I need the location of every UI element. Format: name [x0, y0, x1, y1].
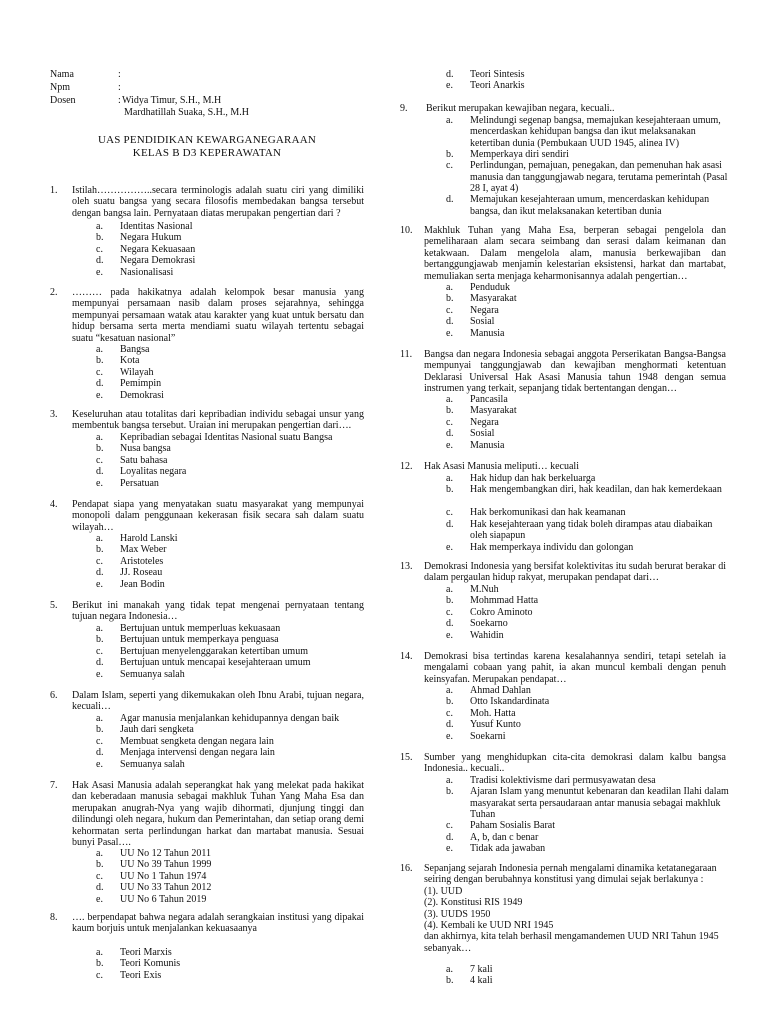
option-letter: e. [96, 578, 103, 590]
question-number: 1. [50, 185, 58, 196]
dosen-colon: : [118, 95, 121, 106]
option-letter: a. [96, 713, 103, 724]
question-number: 13. [400, 561, 413, 572]
option-text: Manusia [470, 327, 505, 339]
question-text: …. berpendapat bahwa negara adalah serangkaian institusi yang dipakai kaum borjuis untuk menjalankan kekuasaanya [72, 912, 364, 935]
option-text: Bertujuan untuk mencapai kesejahteraan umum [120, 657, 311, 669]
option-letter: a. [96, 432, 103, 443]
question-number: 14. [400, 651, 413, 662]
question-number: 12. [400, 461, 413, 472]
option-letter: c. [96, 735, 103, 747]
option-letter: a. [446, 964, 453, 975]
option-letter: b. [96, 355, 104, 367]
option-letter: d. [446, 194, 454, 206]
option-text: Penduduk [470, 282, 510, 293]
dosen-row [50, 95, 221, 106]
option-letter: a. [96, 623, 103, 634]
option-text: UU No 6 Tahun 2019 [120, 893, 207, 905]
option-text: Soekarni [470, 730, 506, 742]
option-letter: d. [446, 618, 454, 630]
option-letter: a. [446, 584, 453, 595]
option-text: Negara [470, 304, 499, 316]
option-text: Bertujuan menyelenggarakan ketertiban umum [120, 645, 308, 657]
option-text: Kota [120, 355, 140, 367]
option-text: Moh. Hatta [470, 707, 516, 719]
question-text: Pendapat siapa yang menyatakan suatu masyarakat yang mempunyai monopoli dalam penggunaan kekerasan fisik secara sah dalam suatu wilayah… [72, 499, 364, 533]
option-text: Manusia [470, 439, 505, 451]
option-text: Yusuf Kunto [470, 719, 521, 731]
option-text: Teori Marxis [120, 947, 172, 958]
option-letter: c. [96, 454, 103, 466]
option-text: Satu bahasa [120, 454, 168, 466]
option-text: Sosial [470, 316, 495, 328]
option-letter: c. [96, 645, 103, 657]
option-letter: b. [96, 859, 104, 871]
question-text: Demokrasi bisa tertindas karena kesalahannya sendiri, tetapi setelah ia mengalami cobaan yang pahit, ia akan muncul kembali dengan penuh keinsyafan. Merupakan pendapat… [424, 651, 726, 685]
option-letter: b. [446, 696, 454, 708]
option-text: Nusa bangsa [120, 443, 171, 455]
option-letter: e. [446, 629, 453, 641]
question-text: Makhluk Tuhan yang Maha Esa, berperan sebagai pengelola dan pemeliharaan alam secara seimbang dan serasi dalam keimanan dan ketakwaan. Dalam mengelola alam, manusia berkewajiban dan bertanggungjawab menjamin kelestarian eksistensi, harkat dan martabat, memuliakan serta menjaga keharmonisannya adalah pengertian… [424, 225, 726, 282]
option-letter: e. [96, 758, 103, 770]
option-text: Harold Lanski [120, 533, 178, 544]
option-text: Paham Sosialis Barat [470, 820, 555, 832]
question-number: 6. [50, 690, 58, 701]
question-text: Demokrasi Indonesia yang bersifat kolektivitas itu sudah berurat berakar di dalam pergaulan hidup rakyat, merupakan pendapat dari… [424, 561, 726, 584]
option-letter: c. [96, 366, 103, 378]
question-text: Hak Asasi Manusia meliputi… kecuali [424, 461, 579, 472]
option-letter: b. [96, 634, 104, 646]
exam-subtitle: KELAS B D3 KEPERAWATAN [132, 147, 282, 159]
option-letter: a. [96, 533, 103, 544]
option-text: Hak kesejahteraan yang tidak boleh dirampas atau diabaikan oleh siapapun [470, 518, 713, 542]
option-letter: d. [96, 378, 104, 390]
option-text: Otto Iskandardinata [470, 696, 550, 708]
option-text: Negara Kekuasaan [120, 243, 196, 255]
dosen-value-2: Mardhatillah Suaka, S.H., M.H [124, 107, 249, 118]
option-letter: e. [96, 266, 103, 278]
option-letter: b. [446, 975, 454, 987]
dosen-value-1: Widya Timur, S.H., M.H [122, 95, 222, 106]
option-text: Hak mengembangkan diri, hak keadilan, dan hak kemerdekaan [470, 484, 722, 496]
dosen-label: Dosen [50, 95, 76, 106]
option-text: A, b, dan c benar [470, 831, 539, 843]
option-letter: a. [96, 344, 103, 355]
option-text: Hak memperkaya individu dan golongan [470, 541, 634, 553]
option-text: Soekarno [470, 618, 508, 630]
option-letter: d. [96, 466, 104, 478]
option-text: Pemimpin [120, 378, 162, 390]
question-text: Sumber yang menghidupkan cita-cita demokrasi dalam kalbu bangsa Indonesia.. kecuali.. [424, 752, 726, 775]
question-number: 9. [400, 103, 408, 114]
npm-label: Npm [50, 82, 70, 93]
option-text: Demokrasi [120, 389, 164, 401]
question-text: ……… pada hakikatnya adalah kelompok besar manusia yang mempunyai persamaan nasib dalam proses sejarahnya, sehingga mempunyai persamaan watak atau karakter yang kuat untuk bersatu dan hidup bersama serta merta mendiami suatu wilayah tertentu sebagai suatu “kesatuan nasional” [72, 287, 364, 344]
question-number: 11. [400, 349, 413, 360]
option-letter: d. [446, 316, 454, 328]
option-text: Negara Demokrasi [120, 255, 196, 267]
option-text: Loyalitas negara [120, 466, 187, 478]
question-number: 7. [50, 780, 58, 791]
option-text: Bertujuan untuk memperkaya penguasa [120, 634, 279, 646]
option-text: M.Nuh [470, 584, 499, 595]
npm-colon: : [118, 82, 121, 93]
option-letter: e. [446, 730, 453, 742]
option-letter: b. [96, 544, 104, 556]
option-text: Wahidin [470, 629, 504, 641]
option-letter: e. [96, 668, 103, 680]
question-number: 15. [400, 752, 413, 763]
option-letter: b. [446, 293, 454, 305]
option-text: Persatuan [120, 477, 159, 489]
question-number: 2. [50, 287, 58, 298]
option-text: UU No 1 Tahun 1974 [120, 870, 207, 882]
question-number: 8. [50, 912, 58, 923]
option-text: Tradisi kolektivisme dari permusyawatan desa [470, 775, 656, 786]
question-text: Hak Asasi Manusia adalah seperangkat hak yang melekat pada hakikat dan keberadaan manusia sebagai makhluk Tuhan Yang Maha Esa dan merupakan anugrah-Nya yang wajib dihormati, djunjung tinggi dan dilindungi oleh negara, hukum dan Pemerintahan, dan setiap orang demi kehormatan serta perlindungan harkat dan martabat manusia. Sesuai bunyi Pasal…. [72, 780, 364, 849]
question-text: Berikut ini manakah yang tidak tepat mengenai pernyataan tentang tujuan negara Indonesia… [72, 600, 364, 623]
option-letter: e. [446, 327, 453, 339]
option-letter: a. [446, 685, 453, 696]
nama-row [50, 69, 122, 80]
option-letter: b. [446, 595, 454, 607]
option-text: Hak berkomunikasi dan hak keamanan [470, 507, 626, 519]
option-letter: d. [96, 657, 104, 669]
question-text: Dalam Islam, seperti yang dikemukakan oleh Ibnu Arabi, tujuan negara, kecuali… [72, 690, 364, 713]
option-letter: a. [96, 221, 103, 232]
option-letter: c. [446, 304, 453, 316]
option-text: Kepribadian sebagai Identitas Nasional suatu Bangsa [120, 432, 333, 443]
option-letter: c. [446, 707, 453, 719]
option-text: JJ. Roseau [120, 567, 163, 579]
question-number: 10. [400, 225, 413, 236]
option-text: Negara [470, 416, 499, 428]
option-letter: a. [446, 473, 453, 484]
option-letter: a. [446, 115, 453, 126]
nama-label: Nama [50, 69, 74, 80]
option-letter: e. [446, 80, 453, 92]
option-letter: e. [96, 389, 103, 401]
option-text: Cokro Aminoto [470, 606, 533, 618]
option-text: Bertujuan untuk memperluas kekuasaan [120, 623, 281, 634]
exam-title: UAS PENDIDIKAN KEWARGANEGARAAN [97, 134, 317, 146]
option-text: Masyarakat [470, 293, 517, 305]
option-letter: a. [96, 848, 103, 859]
option-letter: c. [446, 507, 453, 519]
option-text: Jauh dari sengketa [120, 724, 194, 736]
option-text: Teori Anarkis [470, 80, 525, 92]
option-text: Identitas Nasional [120, 221, 193, 232]
option-text: Ajaran Islam yang menuntut kebenaran dan keadilan Ilahi dalam masyarakat serta persaudaraan antar manusia sebagai makhluk Tuhan [470, 786, 729, 821]
option-text: Nasionalisasi [120, 266, 174, 278]
option-text: UU No 39 Tahun 1999 [120, 859, 212, 871]
option-text: Bangsa [120, 344, 150, 355]
option-letter: a. [446, 775, 453, 786]
option-letter: d. [446, 719, 454, 731]
option-letter: b. [96, 724, 104, 736]
option-letter: e. [446, 541, 453, 553]
option-letter: c. [96, 870, 103, 882]
option-letter: c. [96, 243, 103, 255]
option-letter: a. [446, 282, 453, 293]
option-text: Tidak ada jawaban [470, 843, 546, 855]
option-text: Semuanya salah [120, 668, 185, 680]
option-text: Menjaga intervensi dengan negara lain [120, 747, 275, 759]
option-text: Max Weber [120, 544, 167, 556]
option-letter: c. [96, 969, 103, 981]
option-text: Teori Exis [120, 969, 162, 981]
option-text: Aristoteles [120, 555, 164, 567]
option-text: Masyarakat [470, 405, 517, 417]
option-letter: b. [96, 443, 104, 455]
option-letter: d. [96, 882, 104, 894]
option-text: Semuanya salah [120, 758, 185, 770]
option-letter: b. [446, 405, 454, 417]
npm-row [50, 82, 122, 93]
option-text: Ahmad Dahlan [470, 685, 531, 696]
option-text: Mohmmad Hatta [470, 595, 539, 607]
option-text: Teori Sintesis [470, 69, 525, 80]
option-letter: b. [446, 149, 454, 160]
option-letter: b. [96, 958, 104, 970]
option-text: Negara Hukum [120, 232, 182, 244]
question-text: Berikut merupakan kewajiban negara, kecuali.. [426, 103, 615, 114]
option-text: Wilayah [120, 366, 154, 378]
option-text: Memajukan kesejahteraan umum, mencerdaskan kehidupan bangsa, dan ikut melaksanakan ketertiban dunia [470, 194, 710, 217]
option-letter: e. [446, 843, 453, 855]
question-number: 3. [50, 409, 58, 420]
nama-colon: : [118, 69, 121, 80]
option-text: Hak hidup dan hak berkeluarga [470, 473, 596, 484]
option-text: Perlindungan, pemajuan, penegakan, dan pemenuhan hak asasi manusia dan tanggungjawab negara, terutama pemerintah (Pasal 28 I, ayat 4) [470, 160, 728, 195]
option-text: UU No 33 Tahun 2012 [120, 882, 212, 894]
option-text: Agar manusia menjalankan kehidupannya dengan baik [120, 713, 340, 724]
option-letter: d. [96, 255, 104, 267]
option-letter: d. [96, 747, 104, 759]
option-letter: e. [446, 439, 453, 451]
option-letter: a. [96, 947, 103, 958]
option-letter: c. [446, 416, 453, 428]
option-letter: b. [96, 232, 104, 244]
option-text: Teori Komunis [120, 958, 181, 970]
option-letter: d. [96, 567, 104, 579]
option-text: Jean Bodin [120, 578, 165, 590]
option-letter: c. [446, 160, 453, 172]
option-text: 4 kali [470, 975, 493, 987]
question-number: 4. [50, 499, 58, 510]
option-letter: c. [96, 555, 103, 567]
option-letter: b. [446, 484, 454, 496]
option-letter: c. [446, 606, 453, 618]
option-letter: d. [446, 518, 454, 530]
question-text: Bangsa dan negara Indonesia sebagai anggota Perserikatan Bangsa-Bangsa mempunyai tanggungjawab dan kewajiban menghormati ketentuan Deklarasi Universal Hak Asasi Manusia tahun 1948 dengan semua instrumen yang terkait, sepanjang tidak bertentangan dengan… [424, 349, 726, 395]
option-text: Sosial [470, 428, 495, 440]
option-text: Membuat sengketa dengan negara lain [120, 735, 274, 747]
option-text: 7 kali [470, 964, 493, 975]
dosen-row-2 [124, 107, 249, 118]
option-letter: d. [446, 831, 454, 843]
option-letter: d. [446, 69, 454, 80]
option-text: Memperkaya diri sendiri [470, 149, 569, 160]
option-letter: e. [96, 477, 103, 489]
question-text: Istilah……………..secara terminologis adalah suatu ciri yang dimiliki oleh suatu bangsa yang secara filosofis membedakan bangsa tersebut dengan bangsa lain. Pernyataan diatas merupakan pengertian dari ? [72, 185, 364, 219]
option-letter: d. [446, 428, 454, 440]
option-letter: b. [446, 786, 454, 798]
option-text: UU No 12 Tahun 2011 [120, 848, 211, 859]
option-letter: a. [446, 394, 453, 405]
option-text: Melindungi segenap bangsa, memajukan kesejahteraan umum, mencerdaskan kehidupan bangsa dan ikut melaksanakan ketertiban dunia (Pembukaan UUD 1945, alinea IV) [470, 115, 721, 149]
option-letter: e. [96, 893, 103, 905]
question-number: 5. [50, 600, 58, 611]
option-text: Pancasila [470, 394, 508, 405]
option-letter: c. [446, 820, 453, 832]
question-number: 16. [400, 863, 413, 874]
question-text: Sepanjang sejarah Indonesia pernah mengalami dinamika ketatanegaraan seiring dengan berubahnya konstitusi yang dimulai sejak berlakunya : (1). UUD (2). Konstitusi RIS 1949 (3). UUDS 1950 (4). Kembali ke UUD NRI 1945 dan akhirnya, kita telah berhasil mengamandemen UUD NRI Tahun 1945 sebanyak… [424, 863, 719, 954]
question-text: Keseluruhan atau totalitas dari kepribadian individu sebagai unsur yang membentuk bangsa tersebut. Uraian ini merupakan pengertian dari…. [72, 409, 364, 432]
